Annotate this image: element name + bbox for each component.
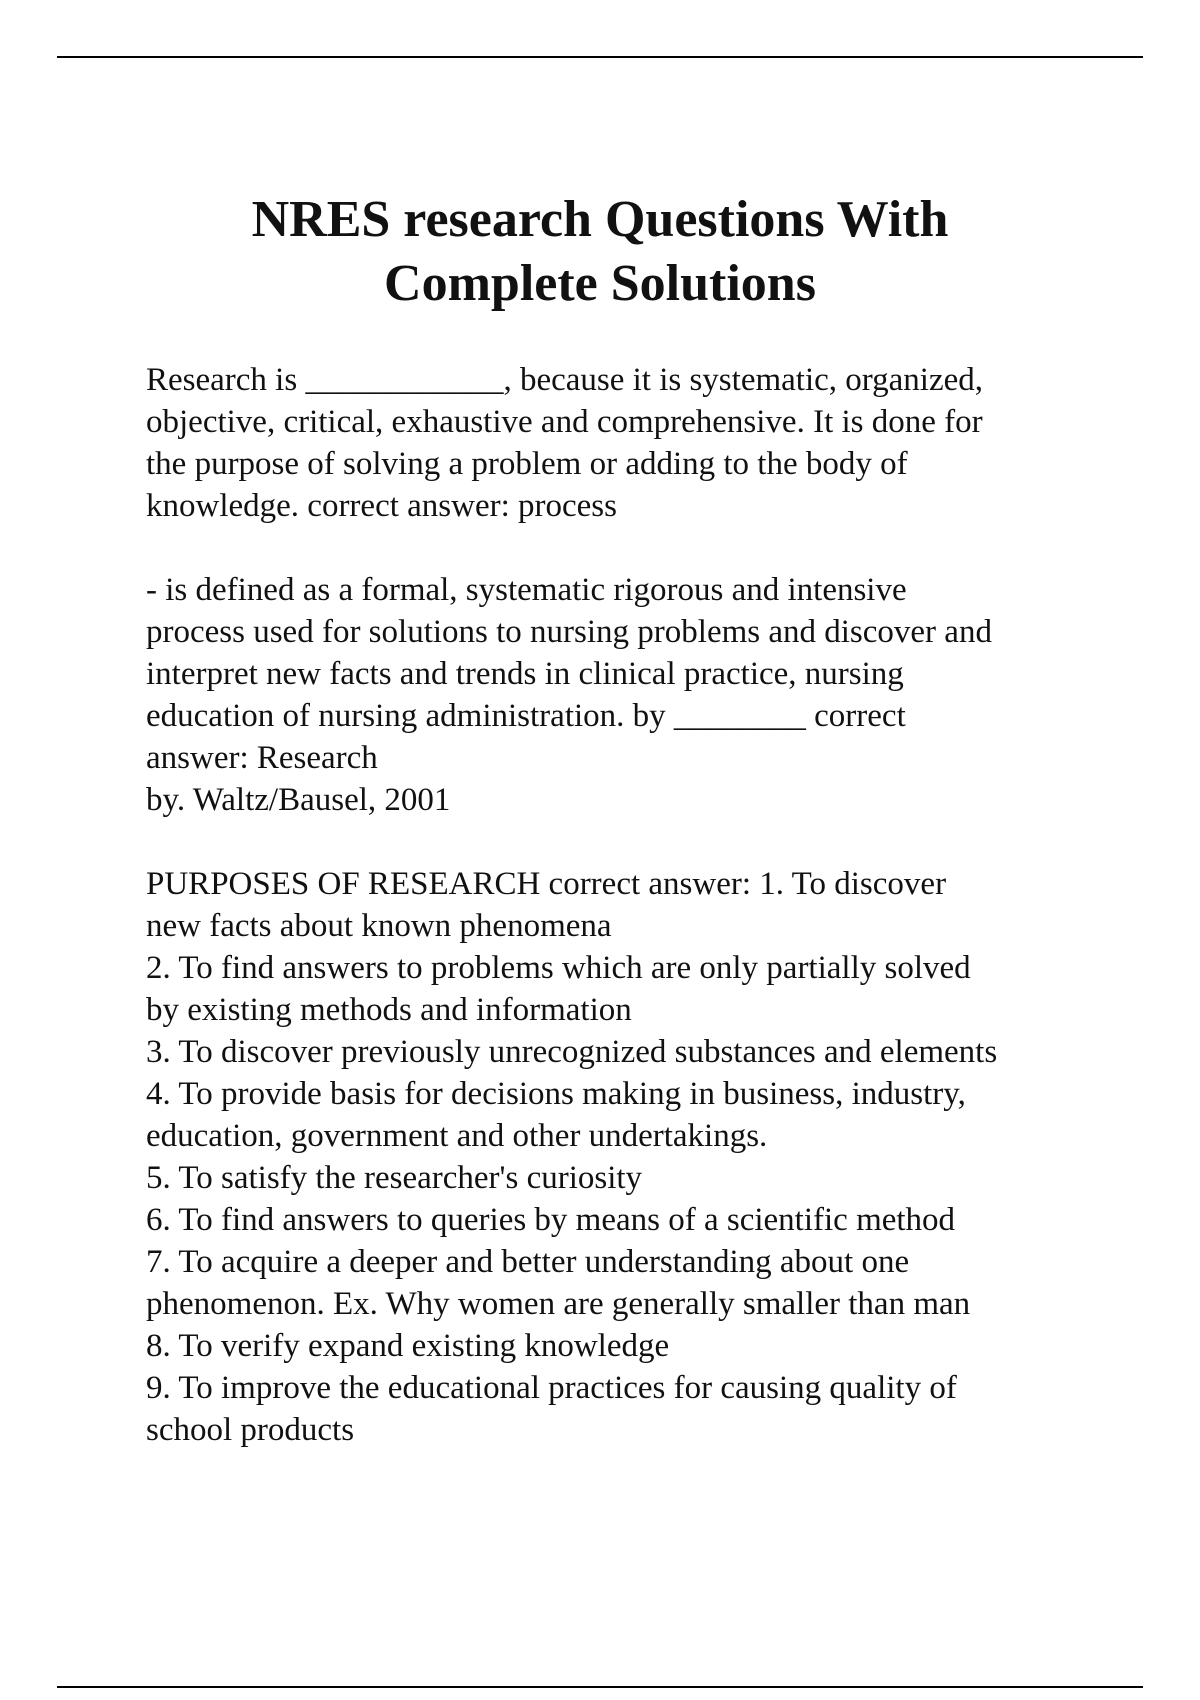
text-line: 2. To find answers to problems which are only partially solved: [146, 950, 971, 986]
text-line: 8. To verify expand existing knowledge: [146, 1328, 670, 1364]
text-line: 3. To discover previously unrecognized substances and elements: [146, 1034, 998, 1070]
text-line: process used for solutions to nursing problems and discover and: [146, 614, 992, 650]
text-line: school products: [146, 1412, 355, 1448]
text-line: by. Waltz/Bausel, 2001: [146, 782, 451, 818]
text-line: 7. To acquire a deeper and better understanding about one: [146, 1244, 910, 1280]
text-line: the purpose of solving a problem or adding to the body of: [146, 446, 908, 482]
text-line: knowledge. correct answer: process: [146, 488, 617, 524]
text-line: education of nursing administration. by ________ correct: [146, 698, 906, 734]
bottom-rule: [57, 1686, 1143, 1688]
top-rule: [57, 56, 1143, 58]
text-line: objective, critical, exhaustive and comprehensive. It is done for: [146, 404, 983, 440]
text-line: new facts about known phenomena: [146, 908, 612, 944]
text-line: Research is ____________, because it is systematic, organized,: [146, 362, 984, 398]
text-line: answer: Research: [146, 740, 378, 776]
text-line: 9. To improve the educational practices for causing quality of: [146, 1370, 957, 1406]
document-body: [146, 359, 1146, 1493]
qa-item-research-process: [146, 359, 1146, 527]
text-line: phenomenon. Ex. Why women are generally smaller than man: [146, 1286, 971, 1322]
title-line: NRES research Questions With: [251, 191, 949, 248]
text-line: 6. To find answers to queries by means of a scientific method: [146, 1202, 956, 1238]
text-line: by existing methods and information: [146, 992, 632, 1028]
text-line: education, government and other undertakings.: [146, 1118, 768, 1154]
text-line: 4. To provide basis for decisions making in business, industry,: [146, 1076, 966, 1112]
qa-item-research-definition: [146, 569, 1146, 821]
qa-item-purposes-of-research: [146, 863, 1146, 1451]
text-line: 5. To satisfy the researcher's curiosity: [146, 1160, 643, 1196]
page-title: [0, 188, 1200, 316]
title-line: Complete Solutions: [384, 255, 816, 312]
text-line: PURPOSES OF RESEARCH correct answer: 1. To discover: [146, 866, 947, 902]
text-line: - is defined as a formal, systematic rigorous and intensive: [146, 572, 907, 608]
text-line: interpret new facts and trends in clinical practice, nursing: [146, 656, 904, 692]
